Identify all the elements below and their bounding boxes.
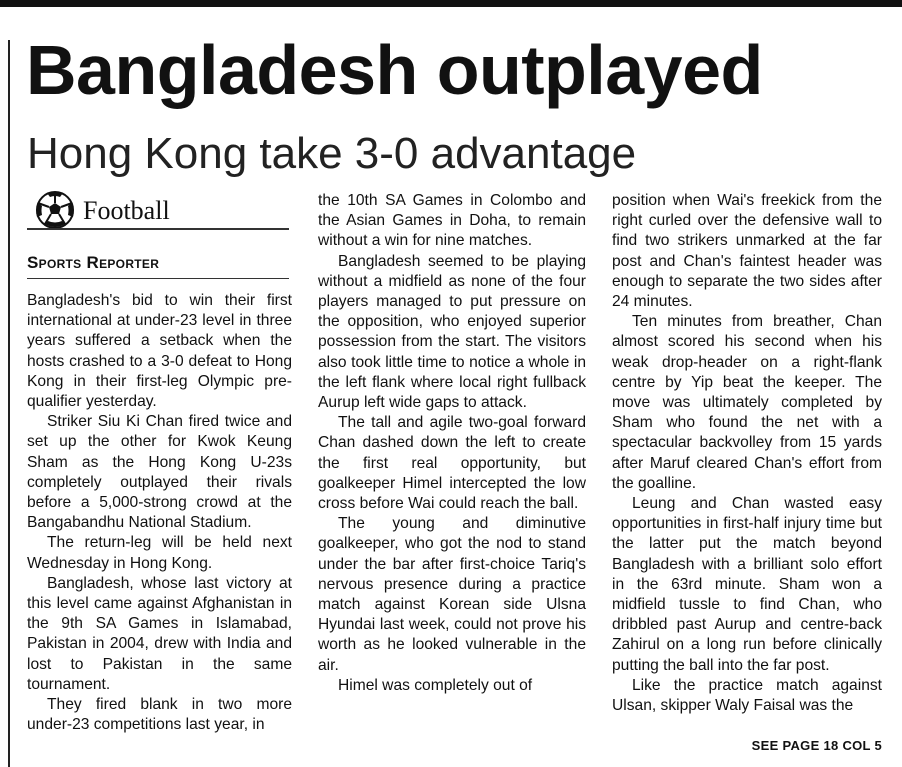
section-label: Football [83, 196, 170, 225]
soccer-ball-icon [33, 190, 77, 230]
section-underline [27, 228, 289, 230]
byline: Sports Reporter [27, 253, 160, 272]
paragraph: Like the practice match against Ulsan, skipper Waly Faisal was the [612, 676, 882, 715]
continuation-note: SEE PAGE 18 COL 5 [751, 738, 882, 753]
article-column-2 [318, 191, 586, 696]
subheadline: Hong Kong take 3-0 advantage [27, 129, 637, 178]
section-tag [27, 190, 289, 232]
paragraph: The young and diminutive goalkeeper, who got the nod to stand under the bar after first-choice Tariq's nervous presence during a practice match against Korean side Ulsna Hyundai last week, could not prove his worth as he looked vulnerable in the air. [318, 515, 586, 674]
paragraph: position when Wai's freekick from the right curled over the defensive wall to find two strikers unmarked at the far post and Chan's faintest header was enough to separate the two sides after 24 minutes. [612, 192, 882, 311]
byline-underline [27, 278, 289, 279]
paragraph: Bangladesh, whose last victory at this level came against Afghanistan in the 9th SA Games in Islamabad, Pakistan in 2004, drew with India and lost to Pakistan in the same tournament. [27, 574, 292, 693]
article-column-3 [612, 191, 882, 716]
article-column-1 [27, 291, 292, 735]
paragraph: The return-leg will be held next Wednesday in Hong Kong. [27, 534, 292, 572]
paragraph: They fired blank in two more under-23 competitions last year, in [27, 696, 292, 734]
paragraph: the 10th SA Games in Colombo and the Asian Games in Doha, to remain without a win for nine matches. [318, 192, 586, 250]
paragraph: Bangladesh seemed to be playing without a midfield as none of the four players managed to put pressure on the opposition, who enjoyed superior possession from the start. The visitors also took little time to notice a whole in the left flank where local right fullback Aurup left wide gaps to attack. [318, 252, 586, 412]
paragraph: Striker Siu Ki Chan fired twice and set up the other for Kwok Keung Sham as the Hong Kong U-23s completely outplayed their rivals before a 5,000-strong crowd at the Bangabandhu National Stadium. [27, 413, 292, 532]
paragraph: Ten minutes from breather, Chan almost scored his second when his weak drop-header on a right-flank centre by Yip beat the keeper. The move was ultimately completed by Sham who found the net with a spectacular backvolley from 15 yards after Maruf cleared Chan's effort from the goalline. [612, 313, 882, 492]
headline: Bangladesh outplayed [26, 31, 763, 109]
left-column-rule [8, 40, 10, 767]
paragraph: Himel was completely out of [338, 676, 533, 694]
paragraph: The tall and agile two-goal forward Chan dashed down the left to create the first real opportunity, but goalkeeper Himel intercepted the low cross before Wai could reach the ball. [318, 414, 586, 513]
top-border-bar [0, 0, 902, 7]
paragraph: Leung and Chan wasted easy opportunities in first-half injury time but the latter put the match beyond Bangladesh with a brilliant solo effort in the 63rd minute. Sham won a midfield tussle to find Chan, who dribbled past Aurup and centre-back Zahirul on a long run before clinically putting the ball into the far post. [612, 495, 882, 674]
paragraph: Bangladesh's bid to win their first international at under-23 level in three years suffered a setback when the hosts crashed to a 3-0 defeat to Hong Kong in their first-leg Olympic pre-qualifier yesterday. [27, 292, 292, 411]
